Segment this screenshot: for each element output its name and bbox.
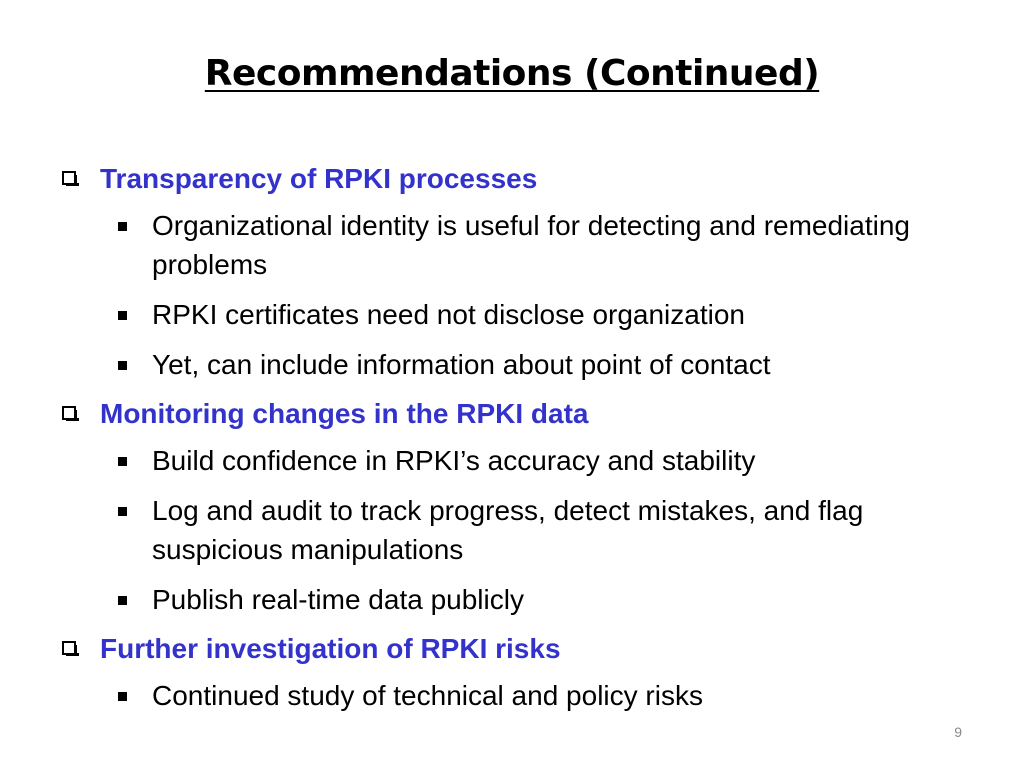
page-number: 9 bbox=[954, 724, 962, 740]
slide-content bbox=[60, 160, 980, 726]
bullet-item bbox=[60, 206, 980, 284]
section-transparency bbox=[60, 160, 980, 384]
bullet-item bbox=[60, 491, 980, 569]
bullet-item bbox=[60, 676, 980, 715]
section-heading-row bbox=[60, 395, 980, 433]
square-bullet-icon bbox=[118, 457, 127, 466]
bullet-list bbox=[60, 441, 980, 619]
section-heading: Monitoring changes in the RPKI data bbox=[100, 398, 589, 429]
bullet-text: Build confidence in RPKI’s accuracy and stability bbox=[152, 445, 756, 476]
checkbox-icon bbox=[62, 406, 76, 420]
bullet-item bbox=[60, 345, 980, 384]
checkbox-icon bbox=[62, 641, 76, 655]
section-heading-row bbox=[60, 160, 980, 198]
bullet-item bbox=[60, 295, 980, 334]
bullet-list bbox=[60, 206, 980, 384]
bullet-text: RPKI certificates need not disclose organization bbox=[152, 299, 745, 330]
section-heading: Further investigation of RPKI risks bbox=[100, 633, 561, 664]
bullet-text: Log and audit to track progress, detect mistakes, and flag suspicious manipulations bbox=[152, 495, 864, 565]
bullet-item bbox=[60, 580, 980, 619]
square-bullet-icon bbox=[118, 311, 127, 320]
square-bullet-icon bbox=[118, 692, 127, 701]
bullet-item bbox=[60, 441, 980, 480]
bullet-text: Publish real-time data publicly bbox=[152, 584, 524, 615]
bullet-list bbox=[60, 676, 980, 715]
square-bullet-icon bbox=[118, 222, 127, 231]
square-bullet-icon bbox=[118, 361, 127, 370]
bullet-text: Yet, can include information about point of contact bbox=[152, 349, 771, 380]
section-further-investigation bbox=[60, 630, 980, 715]
square-bullet-icon bbox=[118, 507, 127, 516]
bullet-text: Continued study of technical and policy risks bbox=[152, 680, 703, 711]
section-heading: Transparency of RPKI processes bbox=[100, 163, 538, 194]
square-bullet-icon bbox=[118, 596, 127, 605]
bullet-text: Organizational identity is useful for detecting and remediating problems bbox=[152, 210, 910, 280]
slide-title: Recommendations (Continued) bbox=[204, 53, 820, 94]
section-heading-row bbox=[60, 630, 980, 668]
section-monitoring bbox=[60, 395, 980, 619]
checkbox-icon bbox=[62, 171, 76, 185]
